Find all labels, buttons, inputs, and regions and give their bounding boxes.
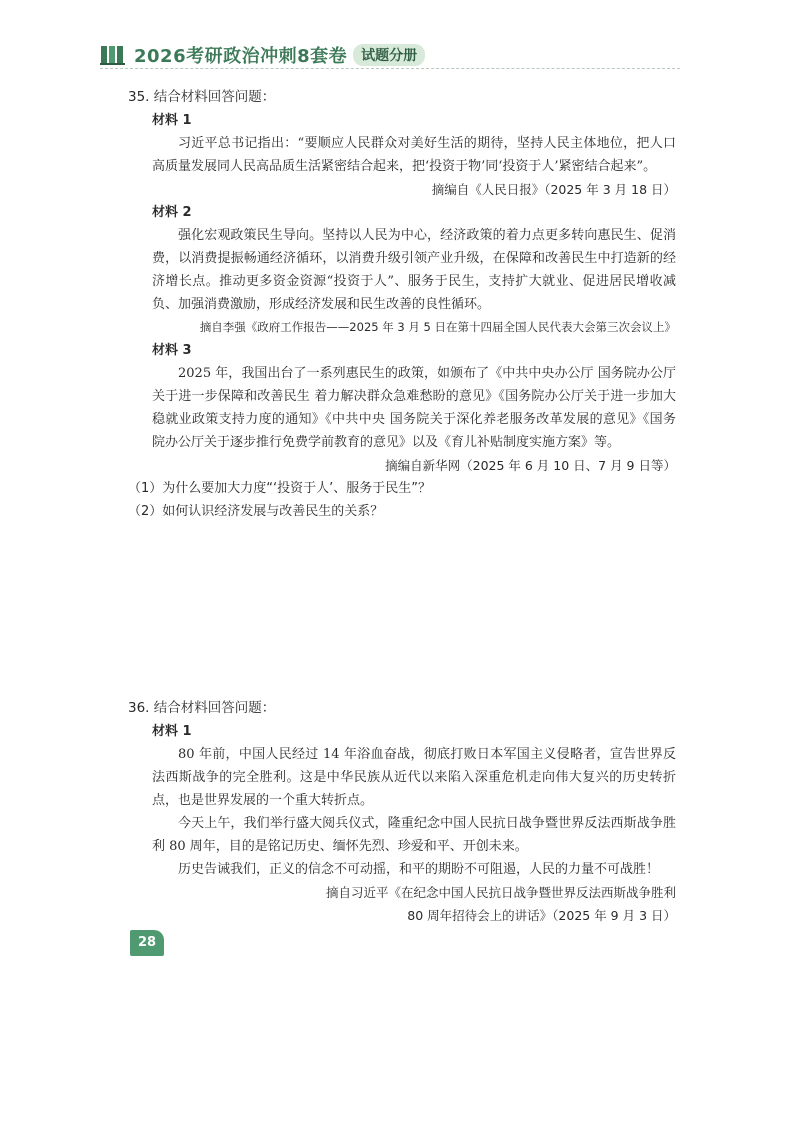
- q35-material-3-label: 材料 3: [152, 343, 192, 358]
- q36-paragraph-2: 今天上午，我们举行盛大阅兵仪式，隆重纪念中国人民抗日战争暨世界反法西斯战争胜利 80 周年，目的是铭记历史、缅怀先烈、珍爱和平、开创未来。: [152, 816, 676, 854]
- page-number: 28: [130, 930, 164, 956]
- header-divider: [100, 68, 680, 69]
- q35-material-2-text: 强化宏观政策民生导向。坚持以人民为中心，经济政策的着力点更多转向惠民生、促消费，以消费提振畅通经济循环，以消费升级引领产业升级，在保障和改善民生中打造新的经济增长点。推动更多资金资源“投资于人”、服务于民生，支持扩大就业、促进居民增收减负、加强消费激励，形成经济发展和民生改善的良性循环。: [152, 228, 676, 312]
- q36-source-line-2: 80 周年招待会上的讲话》（2025 年 9 月 3 日）: [407, 908, 676, 923]
- q36-paragraph-1: 80 年前，中国人民经过 14 年浴血奋战，彻底打败日本军国主义侵略者，宣告世界反法西斯战争的完全胜利。这是中华民族从近代以来陷入深重危机走向伟大复兴的历史转折点，也是世界发展的一个重大转折点。: [152, 747, 676, 808]
- question-35: [128, 86, 676, 523]
- q36-source-line-1: 摘自习近平《在纪念中国人民抗日战争暨世界反法西斯战争胜利: [325, 885, 676, 900]
- q35-material-2-source: 摘自李强《政府工作报告——2025 年 3 月 5 日在第十四届全国人民代表大会第三次会议上》: [199, 320, 676, 334]
- question-35-title: 35. 结合材料回答问题：: [128, 89, 276, 105]
- q35-sub-question-1: （1）为什么要加大力度“‘投资于人’、服务于民生”？: [128, 481, 432, 496]
- header-title: 2026考研政治冲刺8套卷: [134, 46, 348, 67]
- q35-material-1-source: 摘编自《人民日报》（2025 年 3 月 18 日）: [431, 182, 676, 197]
- q35-material-3-text: 2025 年，我国出台了一系列惠民生的政策，如颁布了《中共中央办公厅 国务院办公厅关于进一步保障和改善民生 着力解决群众急难愁盼的意见》《国务院办公厅关于进一步加大稳就业政策支持力度的通知》《中共中央 国务院关于深化养老服务改革发展的意见》《国务院办公厅关于逐步推行免费学前教育的意见》以及《育儿补贴制度实施方案》等。: [152, 366, 676, 450]
- q35-sub-question-2: （2）如何认识经济发展与改善民生的关系？: [128, 504, 384, 519]
- q36-paragraph-3: 历史告诫我们，正义的信念不可动摇，和平的期盼不可阻遏，人民的力量不可战胜！: [178, 862, 660, 877]
- q35-material-2-label: 材料 2: [152, 205, 192, 220]
- q35-material-1-text: 习近平总书记指出：“要顺应人民群众对美好生活的期待，坚持人民主体地位，把人口高质量发展同人民高品质生活紧密结合起来，把‘投资于物’同‘投资于人’紧密结合起来”。: [152, 136, 676, 174]
- q36-material-1-label: 材料 1: [152, 724, 192, 739]
- book-icon: [100, 44, 126, 66]
- q35-material-1-label: 材料 1: [152, 113, 192, 128]
- header-badge: 试题分册: [353, 44, 425, 66]
- page-header: [100, 40, 425, 70]
- question-36: [128, 697, 676, 927]
- question-36-title: 36. 结合材料回答问题：: [128, 700, 276, 716]
- q35-material-3-source: 摘编自新华网（2025 年 6 月 10 日、7 月 9 日等）: [385, 458, 676, 473]
